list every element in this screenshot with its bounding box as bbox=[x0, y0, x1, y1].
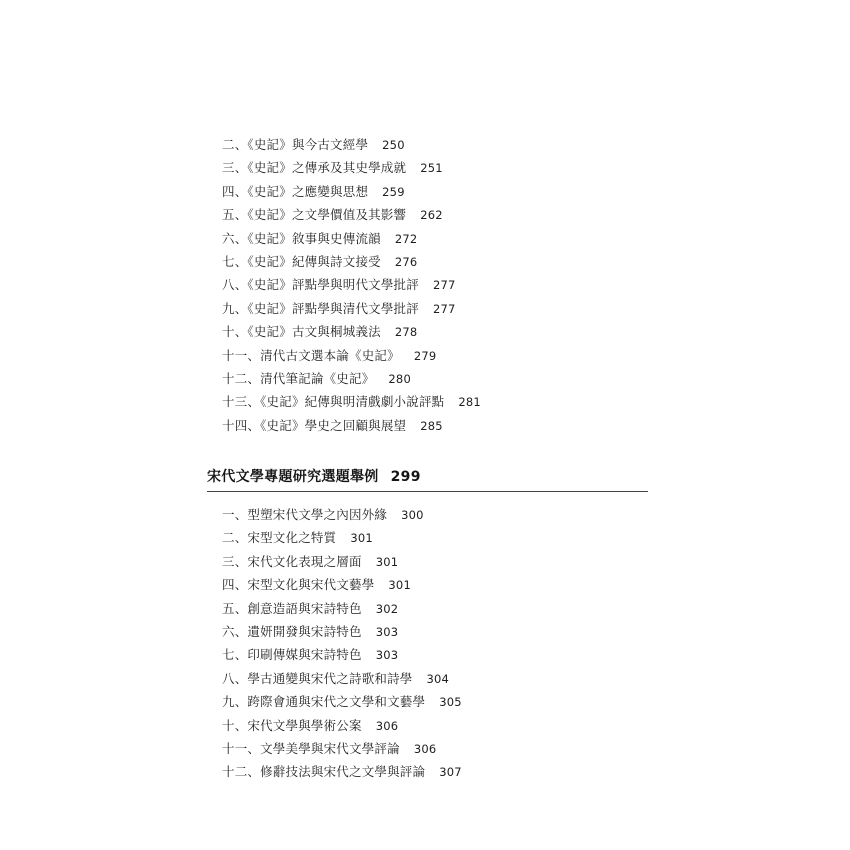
toc-entry-page: 303 bbox=[375, 624, 399, 639]
section-page: 299 bbox=[390, 469, 421, 485]
toc-entry bbox=[222, 667, 462, 690]
toc-entry-title: 十二、清代筆記論《史記》 bbox=[222, 370, 375, 386]
toc-entry-page: 262 bbox=[420, 208, 443, 223]
toc-entry bbox=[222, 620, 462, 643]
toc-entry-title: 六、遺妍開發與宋詩特色 bbox=[222, 623, 362, 639]
toc-entry-title: 五、創意造語與宋詩特色 bbox=[222, 600, 362, 616]
toc-entry bbox=[222, 203, 481, 226]
toc-entry bbox=[222, 273, 481, 296]
toc-entry-page: 306 bbox=[375, 718, 399, 733]
toc-entry-title: 十二、修辭技法與宋代之文學與評論 bbox=[222, 764, 426, 780]
toc-entry-page: 259 bbox=[382, 184, 405, 199]
toc-entry-page: 305 bbox=[439, 695, 462, 710]
toc-entry bbox=[222, 180, 481, 203]
toc-entry-title: 十一、文學美學與宋代文學評論 bbox=[222, 740, 400, 756]
toc-entry-page: 250 bbox=[382, 138, 405, 152]
toc-entry-page: 272 bbox=[394, 231, 418, 246]
toc-entry bbox=[222, 760, 462, 783]
toc-entry-page: 280 bbox=[388, 371, 411, 386]
toc-entry-title: 一、型塑宋代文學之內因外緣 bbox=[222, 507, 388, 522]
toc-entry bbox=[222, 414, 481, 437]
toc-entry-page: 307 bbox=[439, 765, 462, 780]
toc-entry bbox=[222, 320, 481, 343]
toc-entry bbox=[222, 390, 481, 413]
toc-entry-title: 六、《史記》敘事與史傳流韻 bbox=[222, 230, 381, 246]
toc-entry-title: 四、宋型文化與宋代文藝學 bbox=[222, 577, 375, 593]
toc-entry-title: 九、《史記》評點學與清代文學批評 bbox=[222, 300, 419, 316]
toc-entry-page: 301 bbox=[375, 554, 399, 569]
toc-entry bbox=[222, 133, 481, 156]
toc-entry-page: 304 bbox=[426, 671, 450, 686]
toc-list-shiji bbox=[222, 133, 481, 437]
toc-entry-page: 278 bbox=[394, 325, 418, 340]
toc-entry-page: 276 bbox=[394, 254, 418, 269]
toc-entry-title: 二、《史記》與今古文經學 bbox=[222, 137, 369, 152]
section-heading bbox=[207, 466, 421, 486]
toc-entry bbox=[222, 643, 462, 666]
toc-entry bbox=[222, 367, 481, 390]
toc-entry-page: 301 bbox=[350, 531, 373, 546]
toc-entry bbox=[222, 714, 462, 737]
toc-entry-title: 十四、《史記》學史之回顧與展望 bbox=[222, 417, 407, 433]
section-title: 宋代文學專題研究選題舉例 bbox=[207, 469, 379, 485]
toc-entry-page: 285 bbox=[420, 418, 443, 433]
toc-entry-page: 281 bbox=[458, 395, 481, 410]
toc-entry-title: 九、跨際會通與宋代之文學和文藝學 bbox=[222, 694, 426, 710]
toc-entry-title: 五、《史記》之文學價值及其影響 bbox=[222, 207, 407, 223]
toc-entry bbox=[222, 250, 481, 273]
toc-entry bbox=[222, 573, 462, 596]
toc-entry bbox=[222, 737, 462, 760]
toc-entry bbox=[222, 597, 462, 620]
toc-entry-page: 302 bbox=[375, 601, 399, 616]
section-divider bbox=[207, 491, 648, 492]
toc-entry-title: 七、《史記》紀傳與詩文接受 bbox=[222, 253, 381, 269]
toc-entry bbox=[222, 344, 481, 367]
toc-entry-title: 十、《史記》古文與桐城義法 bbox=[222, 324, 381, 340]
toc-entry bbox=[222, 297, 481, 320]
toc-entry-title: 四、《史記》之應變與思想 bbox=[222, 183, 369, 199]
toc-entry-title: 十、宋代文學與學術公案 bbox=[222, 717, 362, 733]
toc-entry-title: 三、《史記》之傳承及其史學成就 bbox=[222, 160, 407, 176]
toc-list-song bbox=[222, 503, 462, 784]
toc-entry-page: 300 bbox=[401, 508, 424, 522]
toc-entry bbox=[222, 550, 462, 573]
toc-entry-page: 279 bbox=[413, 348, 437, 363]
toc-entry bbox=[222, 227, 481, 250]
toc-entry-title: 七、印刷傳媒與宋詩特色 bbox=[222, 647, 362, 663]
toc-entry bbox=[222, 503, 462, 526]
toc-entry-page: 251 bbox=[420, 161, 443, 176]
toc-entry-page: 301 bbox=[388, 578, 411, 593]
toc-entry bbox=[222, 690, 462, 713]
toc-entry bbox=[222, 156, 481, 179]
toc-entry-title: 八、學古通變與宋代之詩歌和詩學 bbox=[222, 670, 413, 686]
toc-entry bbox=[222, 526, 462, 549]
toc-entry-page: 277 bbox=[432, 301, 456, 316]
toc-entry-title: 八、《史記》評點學與明代文學批評 bbox=[222, 277, 419, 293]
toc-entry-page: 277 bbox=[432, 278, 456, 293]
toc-entry-title: 三、宋代文化表現之層面 bbox=[222, 553, 362, 569]
toc-entry-title: 十一、清代古文選本論《史記》 bbox=[222, 347, 400, 363]
toc-entry-title: 十三、《史記》紀傳與明清戲劇小說評點 bbox=[222, 394, 445, 410]
toc-entry-page: 303 bbox=[375, 648, 399, 663]
toc-entry-page: 306 bbox=[413, 741, 437, 756]
toc-entry-title: 二、宋型文化之特質 bbox=[222, 530, 337, 546]
